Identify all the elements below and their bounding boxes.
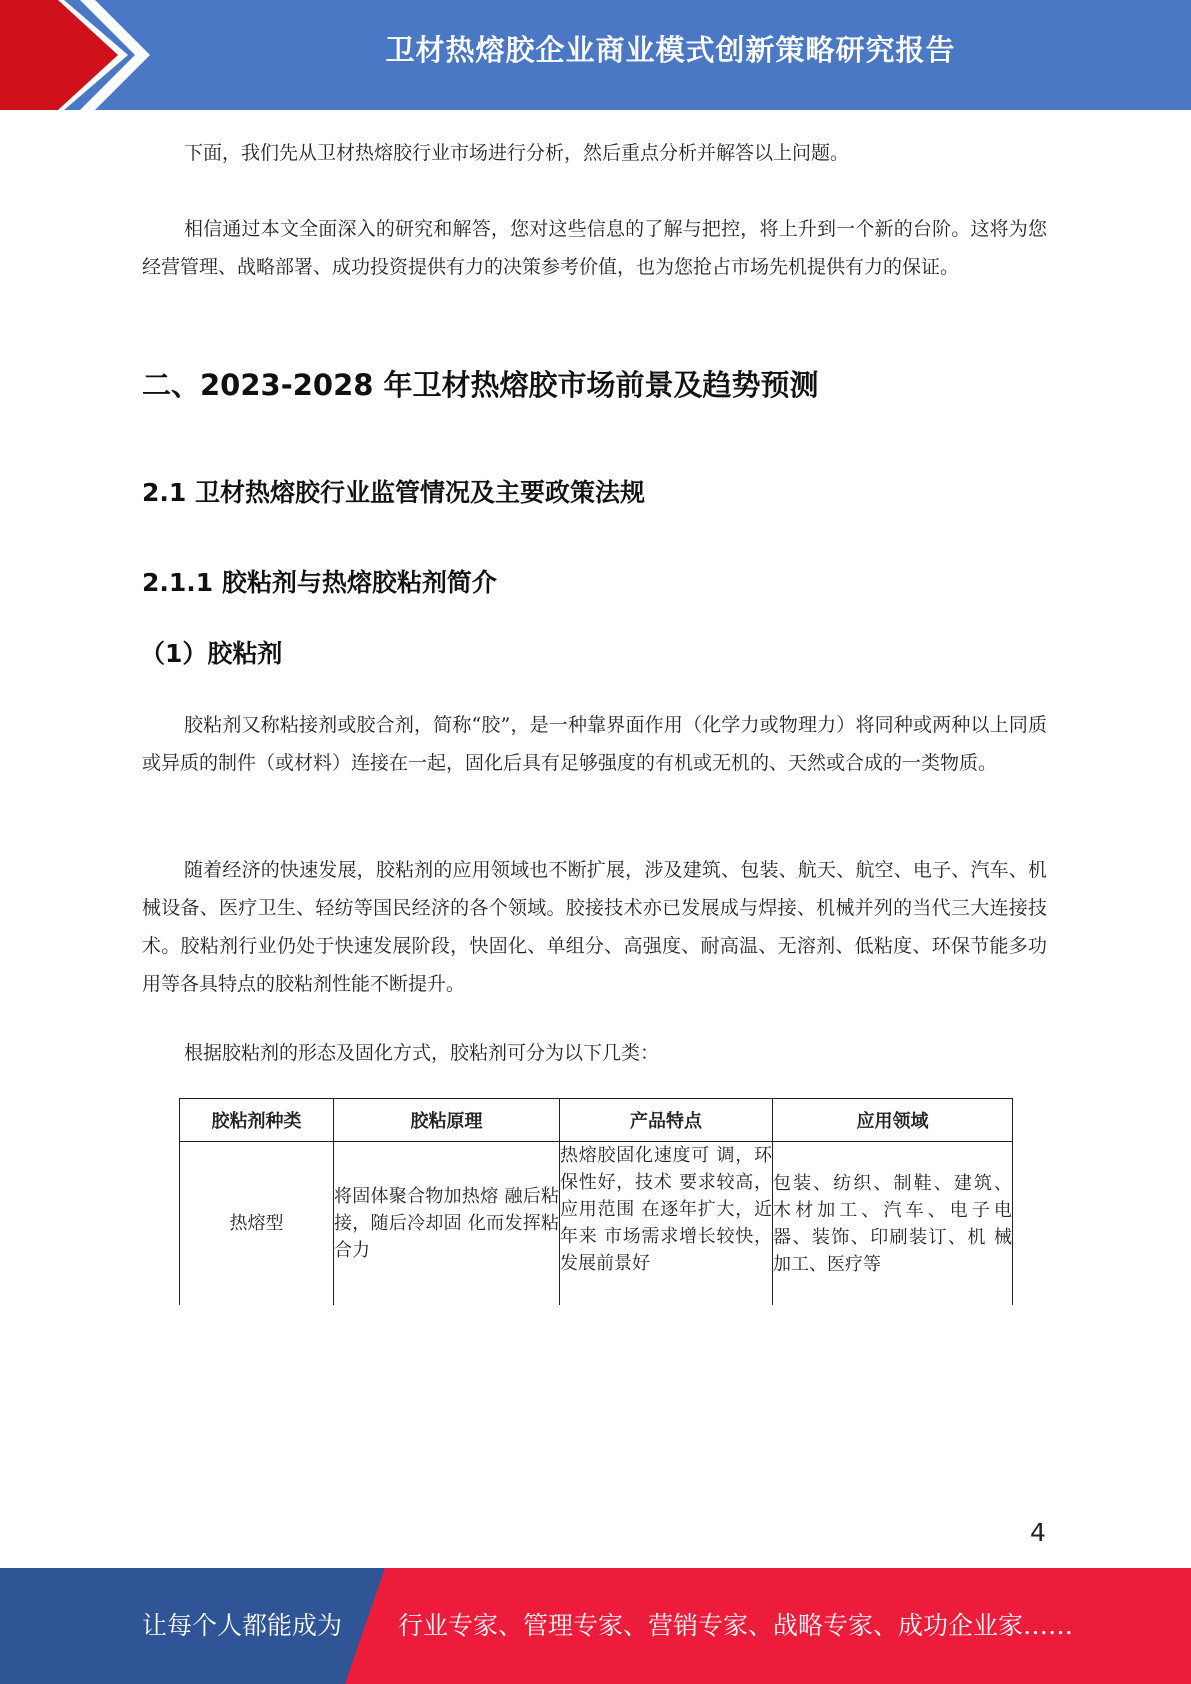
footer-slogan-left: 让每个人都能成为: [142, 1611, 343, 1640]
intro-paragraph: 下面，我们先从卫材热熔胶行业市场进行分析，然后重点分析并解答以上问题。: [184, 142, 850, 164]
page-header: [0, 0, 1191, 110]
header-arrow-decoration: [0, 0, 160, 110]
footer-slogan-right: 行业专家、管理专家、营销专家、战略专家、成功企业家……: [398, 1611, 1074, 1640]
report-title: 卫材热熔胶企业商业模式创新策略研究报告: [385, 33, 956, 67]
intro-paragraph-2: 相信通过本文全面深入的研究和解答，您对这些信息的了解与把控，将上升到一个新的台阶。这将为您经营管理、战略部署、成功投资提供有力的决策参考价值，也为您抢占市场先机提供有力的保证。: [142, 218, 1047, 278]
table-header-row: [180, 1099, 1013, 1142]
table-header-cell: 胶粘剂种类: [180, 1099, 334, 1142]
subsubsection-heading: 2.1.1 胶粘剂与热熔胶粘剂简介: [142, 568, 497, 597]
item-heading: （1）胶粘剂: [140, 639, 283, 668]
page-footer: [0, 1568, 1191, 1684]
table-header-cell: 胶粘原理: [334, 1099, 560, 1142]
section-heading: 二、2023-2028 年卫材热熔胶市场前景及趋势预测: [142, 368, 819, 402]
subsection-heading: 2.1 卫材热熔胶行业监管情况及主要政策法规: [142, 478, 645, 507]
table-cell-type: 热熔型: [180, 1142, 334, 1306]
table-header-cell: 产品特点: [560, 1099, 773, 1142]
classification-intro: 根据胶粘剂的形态及固化方式，胶粘剂可分为以下几类：: [184, 1042, 660, 1064]
table-cell-application: 包装、纺织、制鞋、建筑、 木材加工、汽车、电子电 器、装饰、印刷装订、机 械加工、医疗等: [773, 1142, 1013, 1306]
definition-paragraph: 胶粘剂又称粘接剂或胶合剂，简称“胶”，是一种靠界面作用（化学力或物理力）将同种或两种以上同质或异质的制件（或材料）连接在一起，固化后具有足够强度的有机或无机的、天然或合成的一类物质。: [142, 714, 1047, 774]
table-row: [180, 1142, 1013, 1306]
table-header-cell: 应用领域: [773, 1099, 1013, 1142]
application-paragraph: 随着经济的快速发展，胶粘剂的应用领域也不断扩展，涉及建筑、包装、航天、航空、电子、汽车、机械设备、医疗卫生、轻纺等国民经济的各个领域。胶接技术亦已发展成与焊接、机械并列的当代三大连接技术。胶粘剂行业仍处于快速发展阶段，快固化、单组分、高强度、耐高温、无溶剂、低粘度、环保节能多功用等各具特点的胶粘剂性能不断提升。: [142, 859, 1047, 995]
adhesive-type-table: [179, 1098, 1012, 1305]
table-cell-feature: 热熔胶固化速度可 调，环保性好，技术 要求较高，应用范围 在逐年扩大，近年来 市场需求增长较快， 发展前景好: [560, 1142, 773, 1306]
table-cell-principle: 将固体聚合物加热熔 融后粘接，随后冷却固 化而发挥粘合力: [334, 1142, 560, 1306]
page-number: 4: [1030, 1518, 1046, 1547]
